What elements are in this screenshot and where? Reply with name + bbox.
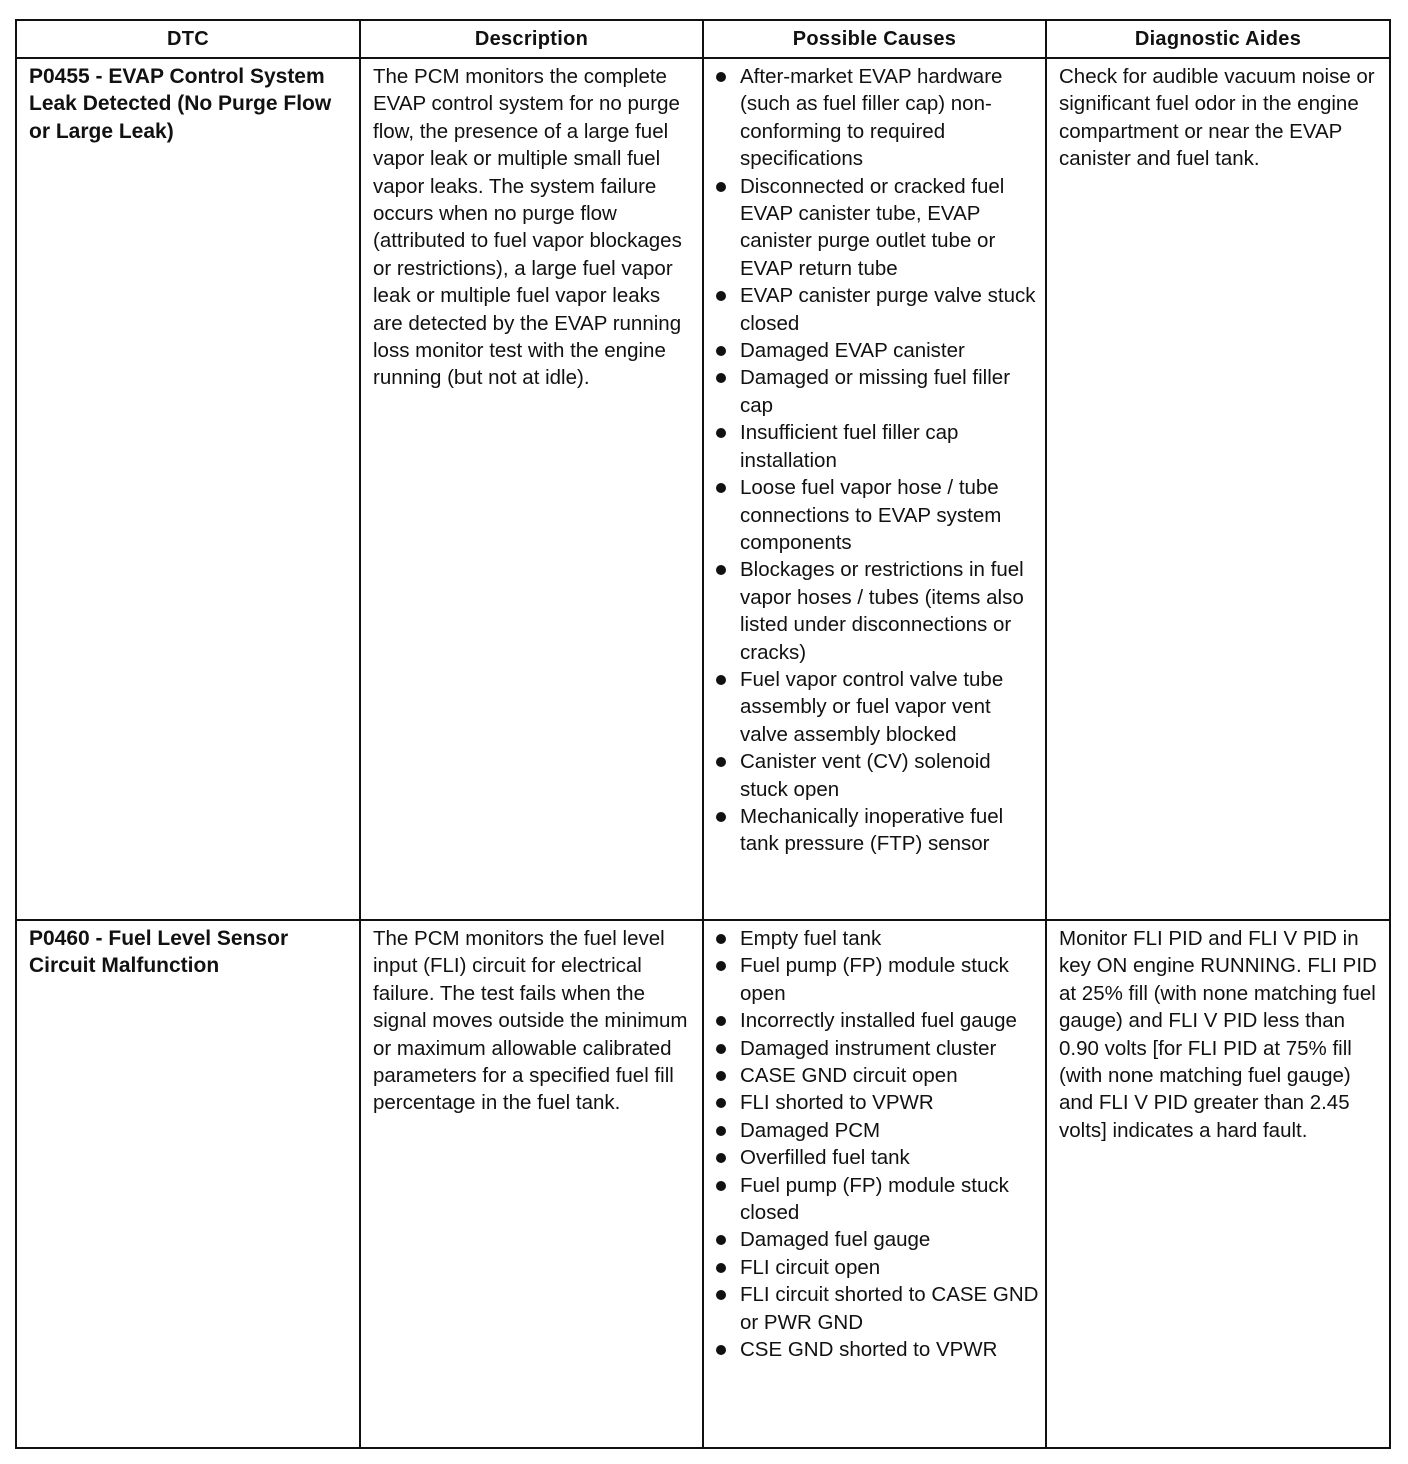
dtc-table xyxy=(15,19,1391,1449)
cause-item xyxy=(714,1117,1039,1144)
diagnostic-aides-cell: Monitor FLI PID and FLI V PID in key ON engine RUNNING. FLI PID at 25% fill (with none matching fuel gauge) and FLI V PID less than 0.90 volts [for FLI PID at 75% fill (with none matching fuel gauge) and FLI V PID greater than 2.45 volts] indicates a hard fault. xyxy=(1046,920,1390,1448)
bullet-icon xyxy=(716,428,726,438)
bullet-icon xyxy=(716,1153,726,1163)
bullet-icon xyxy=(716,1071,726,1081)
cause-item xyxy=(714,474,1039,556)
causes-list xyxy=(714,925,1039,1364)
description-cell: The PCM monitors the complete EVAP control system for no purge flow, the presence of a large fuel vapor leak or multiple small fuel vapor leaks. The system failure occurs when no purge flow (attributed to fuel vapor blockages or restrictions), a large fuel vapor leak or multiple fuel vapor leaks are detected by the EVAP running loss monitor test with the engine running (but not at idle). xyxy=(360,58,703,920)
bullet-icon xyxy=(716,291,726,301)
bullet-icon xyxy=(716,72,726,82)
cause-item xyxy=(714,666,1039,748)
table-row xyxy=(16,58,1390,920)
cause-text: Mechanically inoperative fuel tank pressure (FTP) sensor xyxy=(740,804,1004,856)
cause-text: Damaged or missing fuel filler cap xyxy=(740,366,1011,417)
cause-text: Blockages or restrictions in fuel vapor hoses / tubes (items also listed under disconnections or cracks) xyxy=(740,558,1024,664)
header-dtc: DTC xyxy=(16,20,360,58)
header-description: Description xyxy=(360,20,703,58)
bullet-icon xyxy=(716,1263,726,1273)
bullet-icon xyxy=(716,675,726,685)
cause-text: Canister vent (CV) solenoid stuck open xyxy=(740,750,991,801)
cause-item xyxy=(714,1035,1039,1062)
cause-item xyxy=(714,1172,1039,1227)
cause-item xyxy=(714,803,1039,858)
bullet-icon xyxy=(716,934,726,944)
bullet-icon xyxy=(716,346,726,356)
possible-causes-cell xyxy=(703,920,1046,1448)
cause-text: Fuel pump (FP) module stuck closed xyxy=(740,1173,1009,1225)
diagnostic-aides-cell: Check for audible vacuum noise or significant fuel odor in the engine compartment or near the EVAP canister and fuel tank. xyxy=(1046,58,1390,920)
bullet-icon xyxy=(716,961,726,971)
cause-item xyxy=(714,1336,1039,1363)
header-possible-causes: Possible Causes xyxy=(703,20,1046,58)
cause-item xyxy=(714,556,1039,666)
cause-item xyxy=(714,1254,1039,1281)
cause-text: Fuel pump (FP) module stuck open xyxy=(740,954,1009,1005)
cause-text: Damaged fuel gauge xyxy=(740,1228,931,1252)
cause-text: Incorrectly installed fuel gauge xyxy=(740,1009,1017,1033)
bullet-icon xyxy=(716,1126,726,1136)
cause-item xyxy=(714,173,1039,283)
table-row xyxy=(16,920,1390,1448)
description-cell: The PCM monitors the fuel level input (FLI) circuit for electrical failure. The test fails when the signal moves outside the minimum or maximum allowable calibrated parameters for a specified fuel fill percentage in the fuel tank. xyxy=(360,920,703,1448)
cause-text: After-market EVAP hardware (such as fuel filler cap) non-conforming to required specifications xyxy=(740,65,1003,171)
cause-item xyxy=(714,1062,1039,1089)
cause-text: Fuel vapor control valve tube assembly or fuel vapor vent valve assembly blocked xyxy=(740,667,1004,746)
bullet-icon xyxy=(716,1290,726,1300)
bullet-icon xyxy=(716,565,726,575)
cause-item xyxy=(714,925,1039,952)
cause-item xyxy=(714,63,1039,173)
cause-text: Damaged PCM xyxy=(740,1118,881,1142)
header-row xyxy=(16,20,1390,58)
cause-text: FLI shorted to VPWR xyxy=(740,1091,934,1115)
bullet-icon xyxy=(716,182,726,192)
bullet-icon xyxy=(716,1044,726,1054)
cause-item xyxy=(714,337,1039,364)
bullet-icon xyxy=(716,757,726,767)
cause-item xyxy=(714,1144,1039,1171)
cause-text: FLI circuit shorted to CASE GND or PWR GND xyxy=(740,1283,1039,1334)
cause-text: Overfilled fuel tank xyxy=(740,1146,910,1170)
cause-item xyxy=(714,1089,1039,1116)
possible-causes-cell xyxy=(703,58,1046,920)
cause-item xyxy=(714,1007,1039,1034)
bullet-icon xyxy=(716,1098,726,1108)
bullet-icon xyxy=(716,373,726,383)
bullet-icon xyxy=(716,1235,726,1245)
bullet-icon xyxy=(716,1345,726,1355)
cause-item xyxy=(714,282,1039,337)
cause-text: Insufficient fuel filler cap installation xyxy=(740,421,959,472)
cause-item xyxy=(714,748,1039,803)
cause-text: Loose fuel vapor hose / tube connections to EVAP system components xyxy=(740,476,1002,554)
bullet-icon xyxy=(716,1016,726,1026)
cause-item xyxy=(714,952,1039,1007)
bullet-icon xyxy=(716,1181,726,1191)
cause-text: Disconnected or cracked fuel EVAP canister tube, EVAP canister purge outlet tube or EVAP return tube xyxy=(740,174,1005,280)
header-diagnostic-aides: Diagnostic Aides xyxy=(1046,20,1390,58)
cause-text: FLI circuit open xyxy=(740,1255,881,1279)
cause-item xyxy=(714,1226,1039,1253)
cause-text: Damaged EVAP canister xyxy=(740,339,965,363)
cause-text: CSE GND shorted to VPWR xyxy=(740,1338,998,1362)
bullet-icon xyxy=(716,812,726,822)
cause-text: Empty fuel tank xyxy=(740,927,882,950)
dtc-code-cell: P0460 - Fuel Level Sensor Circuit Malfunction xyxy=(16,920,360,1448)
cause-text: CASE GND circuit open xyxy=(740,1064,958,1088)
causes-list xyxy=(714,63,1039,858)
bullet-icon xyxy=(716,483,726,493)
cause-text: Damaged instrument cluster xyxy=(740,1036,997,1060)
dtc-code-cell: P0455 - EVAP Control System Leak Detected (No Purge Flow or Large Leak) xyxy=(16,58,360,920)
cause-item xyxy=(714,1281,1039,1336)
cause-item xyxy=(714,419,1039,474)
cause-item xyxy=(714,364,1039,419)
cause-text: EVAP canister purge valve stuck closed xyxy=(740,284,1036,335)
